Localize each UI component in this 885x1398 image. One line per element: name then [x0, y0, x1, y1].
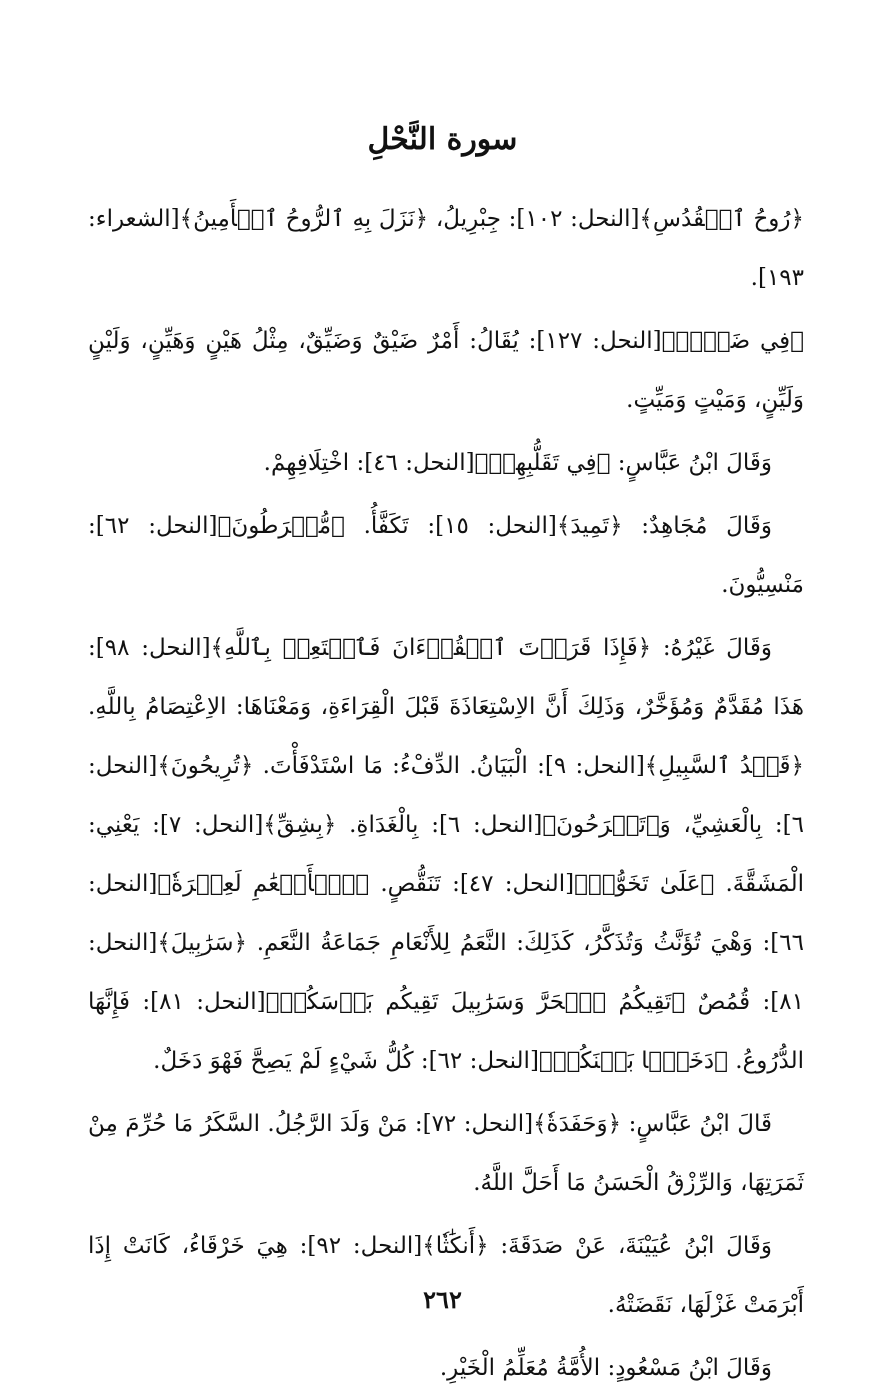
paragraph-ghayruhu: وَقَالَ غَيْرُهُ: ﴿فَإِذَا قَرَأۡتَ ٱلۡقُرۡءَانَ فَٱسۡتَعِذۡ بِٱللَّهِ﴾[النحل: ٩٨]: هَذَا مُقَدَّمٌ وَمُؤَخَّرٌ، وَذَلِكَ أَنَّ الاِسْتِعَاذَةَ قَبْلَ الْقِرَاءَةِ، وَمَعْنَاهَا: الاِعْتِصَامُ بِاللَّهِ. ﴿قَصۡدُ ٱلسَّبِيلِ﴾[النحل: ٩]: الْبَيَانُ. الدِّفْءُ: مَا اسْتَدْفَأْتَ. ﴿تُرِيحُونَ﴾[النحل: ٦]: بِالْعَشِيِّ، وَ﴿تَسۡرَحُونَ﴾[النحل: ٦]: بِالْغَدَاةِ. ﴿بِشِقِّ﴾[النحل: ٧]: يَعْنِي: الْمَشَقَّةَ. ﴿عَلَىٰ تَخَوُّفٖ﴾[النحل: ٤٧]: تَنَقُّصٍ. ﴿ٱلۡأَنۡعَٰمِ لَعِبۡرَةٗ﴾[النحل: ٦٦]: وَهْيَ تُؤَنَّثُ وَتُذَكَّرُ، كَذَلِكَ: النَّعَمُ لِلأَنْعَامِ جَمَاعَةُ النَّعَمِ. ﴿سَرَٰبِيلَ﴾[النحل: ٨١]: قُمُصٌ ﴿تَقِيكُمُ ٱلۡحَرَّ وَسَرَٰبِيلَ تَقِيكُم بَأۡسَكُمۡ﴾[النحل: ٨١]: فَإِنَّهَا الدُّرُوعُ. ﴿دَخَلَۢا بَيۡنَكُمۡ﴾[النحل: ٦٢]: كُلُّ شَيْءٍ لَمْ يَصِحَّ فَهْوَ دَخَلٌ. [88, 635, 804, 1074]
page-number: ٢٦٢ [423, 1285, 462, 1314]
page-body [88, 190, 804, 1398]
paragraph-ibn-masud: وَقَالَ ابْنُ مَسْعُودٍ: الأُمَّةُ مُعَلِّمُ الْخَيْرِ. [439, 1355, 772, 1381]
paragraph-ibn-abbas-taqallubihim: وَقَالَ ابْنُ عَبَّاسٍ: ﴿فِي تَقَلُّبِهِمۡ﴾[النحل: ٤٦]: اخْتِلَافِهِمْ. [263, 450, 772, 476]
paragraph-ruh-al-qudus: ﴿رُوحُ ٱلۡقُدُسِ﴾[النحل: ١٠٢]: جِبْرِيلُ، ﴿نَزَلَ بِهِ ٱلرُّوحُ ٱلۡأَمِينُ﴾[الشعراء: ١٩٣]. [88, 206, 804, 291]
paragraph-ibn-uyayna: وَقَالَ ابْنُ عُيَيْنَةَ، عَنْ صَدَقَةَ: ﴿أَنكَٰثٗا﴾[النحل: ٩٢]: هِيَ خَرْقَاءُ، كَانَتْ إِذَا أَبْرَمَتْ غَزْلَهَا، نَقَضَتْهُ. [88, 1233, 804, 1318]
paragraph-mujahid: وَقَالَ مُجَاهِدٌ: ﴿تَمِيدَ﴾[النحل: ١٥]: تَكَفَّأُ. ﴿مُّفۡرَطُونَ﴾[النحل: ٦٢]: مَنْسِيُّونَ. [88, 513, 804, 598]
paragraph-ibn-abbas-hafada: قَالَ ابْنُ عَبَّاسٍ: ﴿وَحَفَدَةٗ﴾[النحل: ٧٢]: مَنْ وَلَدَ الرَّجُلُ. السَّكَرُ مَا حُرِّمَ مِنْ ثَمَرَتِهَا، وَالرِّزْقُ الْحَسَنُ مَا أَحَلَّ اللَّهُ. [88, 1111, 804, 1196]
paragraph-fi-dayq: ﴿فِي ضَيۡقٖ﴾[النحل: ١٢٧]: يُقَالُ: أَمْرٌ ضَيْقٌ وَضَيِّقٌ، مِثْلُ هَيْنٍ وَهَيِّنٍ، وَلَيْنٍ وَلَيِّنٍ، وَمَيْتٍ وَمَيِّتٍ. [88, 328, 804, 413]
page-title: سورة النَّحْلِ [367, 122, 518, 157]
